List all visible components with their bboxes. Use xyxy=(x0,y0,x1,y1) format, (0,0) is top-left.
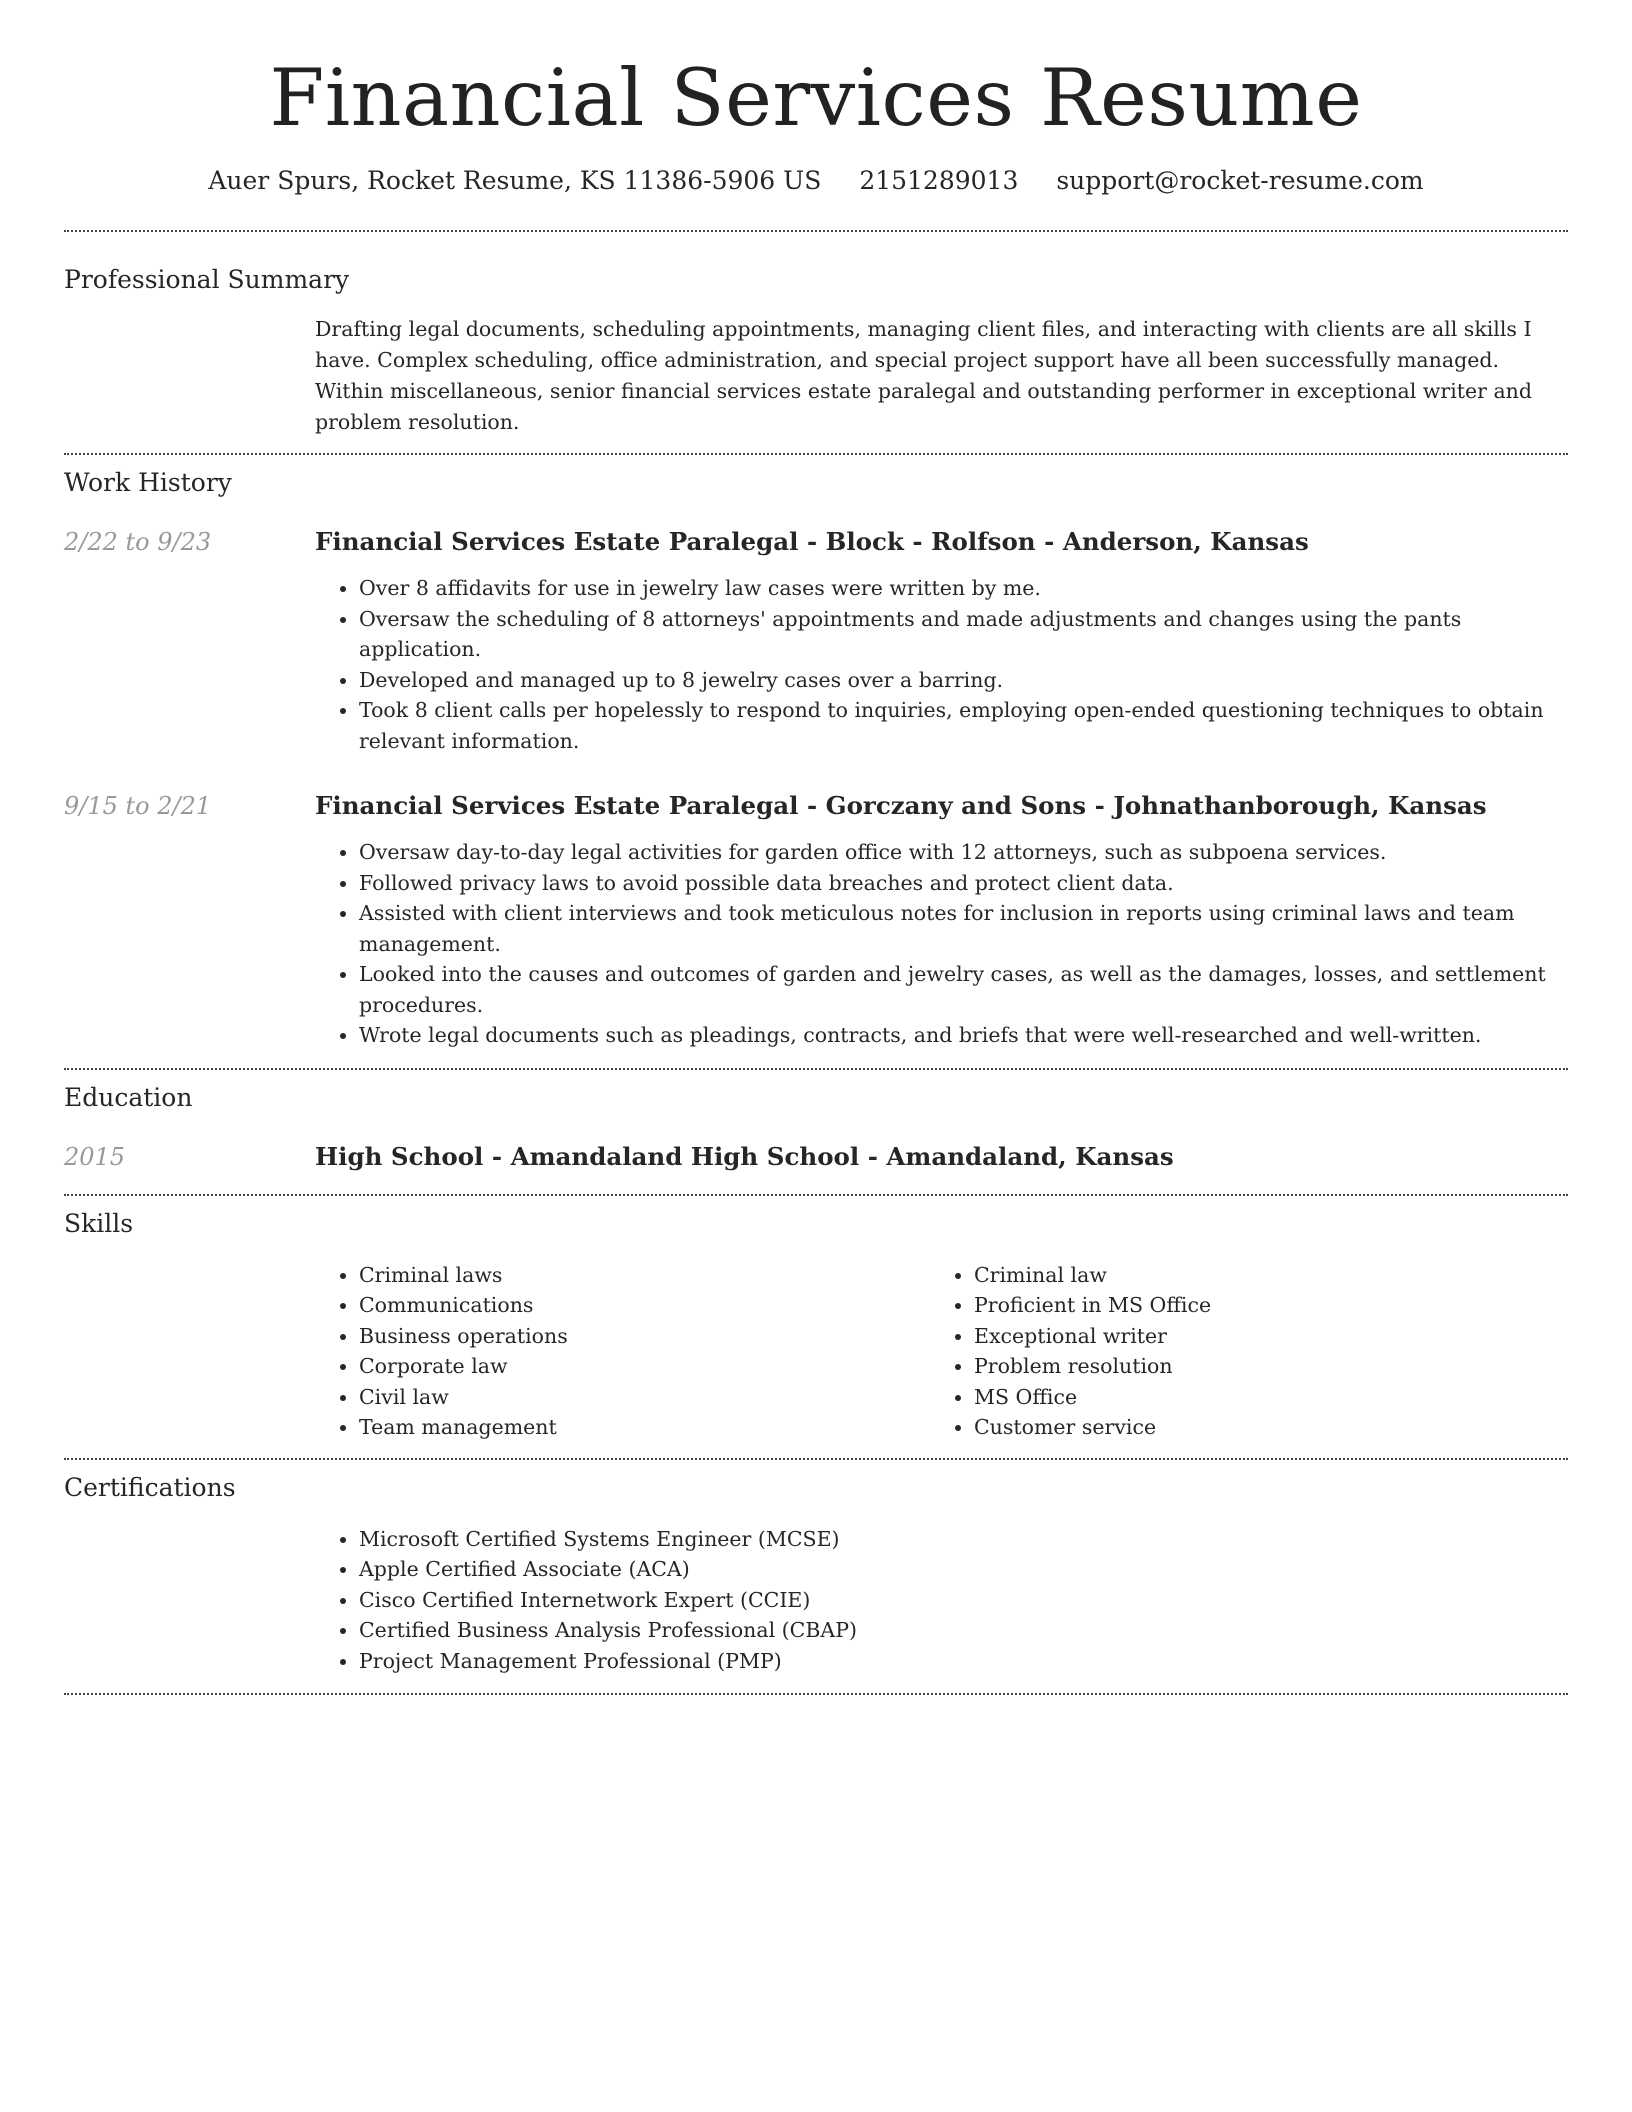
certification-item: • Cisco Certified Internetwork Expert (CCIE) xyxy=(359,1585,1568,1616)
education-section xyxy=(64,1070,1568,1174)
skills-list-right xyxy=(930,1260,1545,1443)
work-section xyxy=(64,455,1568,1051)
contact-email: support@rocket-resume.com xyxy=(1056,166,1424,195)
skills-section xyxy=(64,1196,1568,1443)
job-entry xyxy=(64,525,1568,756)
job-dates: 2/22 to 9/23 xyxy=(64,528,212,556)
list-item: • Wrote legal documents such as pleadings, contracts, and briefs that were well-researched and well-written. xyxy=(359,1020,1568,1051)
resume-page xyxy=(64,0,1568,1695)
job-dates: 9/15 to 2/21 xyxy=(64,792,212,820)
contact-address: Auer Spurs, Rocket Resume, KS 11386-5906 US xyxy=(208,166,822,195)
summary-heading: Professional Summary xyxy=(64,265,350,294)
summary-text: Drafting legal documents, scheduling appointments, managing client files, and interacting with clients are all skills I have. Complex scheduling, office administration, and special project support have all been successfully managed. Within miscellaneous, senior financial services estate paralegal and outstanding performer in exceptional writer and problem resolution. xyxy=(315,317,1532,434)
list-item: • Oversaw the scheduling of 8 attorneys' appointments and made adjustments and changes using the pants application. xyxy=(359,604,1568,665)
skill-item: • Communications xyxy=(359,1290,930,1321)
resume-title: Financial Services Resume xyxy=(269,52,1363,144)
list-item: • Assisted with client interviews and took meticulous notes for inclusion in reports using criminal laws and team management. xyxy=(359,898,1568,959)
list-item: • Over 8 affidavits for use in jewelry law cases were written by me. xyxy=(359,573,1568,604)
summary-section xyxy=(64,232,1568,438)
contact-phone: 2151289013 xyxy=(859,166,1019,195)
skill-item: • Business operations xyxy=(359,1321,930,1352)
skill-item: • Team management xyxy=(359,1412,930,1443)
job-entry xyxy=(64,789,1568,1051)
work-heading: Work History xyxy=(64,468,232,497)
skill-item: • Problem resolution xyxy=(974,1351,1545,1382)
list-item: • Looked into the causes and outcomes of garden and jewelry cases, as well as the damages, losses, and settlement procedures. xyxy=(359,959,1568,1020)
job-title: Financial Services Estate Paralegal - Block - Rolfson - Anderson, Kansas xyxy=(315,527,1309,556)
education-year: 2015 xyxy=(64,1142,126,1171)
certifications-heading: Certifications xyxy=(64,1472,236,1502)
job-title: Financial Services Estate Paralegal - Gorczany and Sons - Johnathanborough, Kansas xyxy=(315,791,1487,820)
job-bullets xyxy=(315,837,1568,1051)
skill-item: • Criminal law xyxy=(974,1260,1545,1291)
list-item: • Oversaw day-to-day legal activities for garden office with 12 attorneys, such as subpoena services. xyxy=(359,837,1568,868)
skill-item: • Corporate law xyxy=(359,1351,930,1382)
skills-columns xyxy=(315,1260,1568,1443)
certification-item: • Project Management Professional (PMP) xyxy=(359,1646,1568,1677)
skill-item: • Proficient in MS Office xyxy=(974,1290,1545,1321)
skill-item: • Customer service xyxy=(974,1412,1545,1443)
certifications-list xyxy=(315,1524,1568,1677)
skills-heading: Skills xyxy=(64,1208,134,1238)
education-heading: Education xyxy=(64,1082,193,1112)
job-bullets xyxy=(315,573,1568,756)
skill-item: • Civil law xyxy=(359,1382,930,1413)
list-item: • Followed privacy laws to avoid possible data breaches and protect client data. xyxy=(359,868,1568,899)
education-entry xyxy=(64,1140,1568,1174)
skill-item: • Exceptional writer xyxy=(974,1321,1545,1352)
divider xyxy=(64,1693,1568,1695)
education-title: High School - Amandaland High School - Amandaland, Kansas xyxy=(315,1141,1174,1171)
skills-list-left xyxy=(315,1260,930,1443)
list-item: • Developed and managed up to 8 jewelry cases over a barring. xyxy=(359,665,1568,696)
skill-item: • MS Office xyxy=(974,1382,1545,1413)
contact-line xyxy=(64,164,1568,198)
certification-item: • Apple Certified Associate (ACA) xyxy=(359,1554,1568,1585)
certification-item: • Microsoft Certified Systems Engineer (MCSE) xyxy=(359,1524,1568,1555)
certification-item: • Certified Business Analysis Professional (CBAP) xyxy=(359,1615,1568,1646)
skill-item: • Criminal laws xyxy=(359,1260,930,1291)
list-item: • Took 8 client calls per hopelessly to respond to inquiries, employing open-ended questioning techniques to obtain relevant information. xyxy=(359,695,1568,756)
certifications-section xyxy=(64,1460,1568,1677)
